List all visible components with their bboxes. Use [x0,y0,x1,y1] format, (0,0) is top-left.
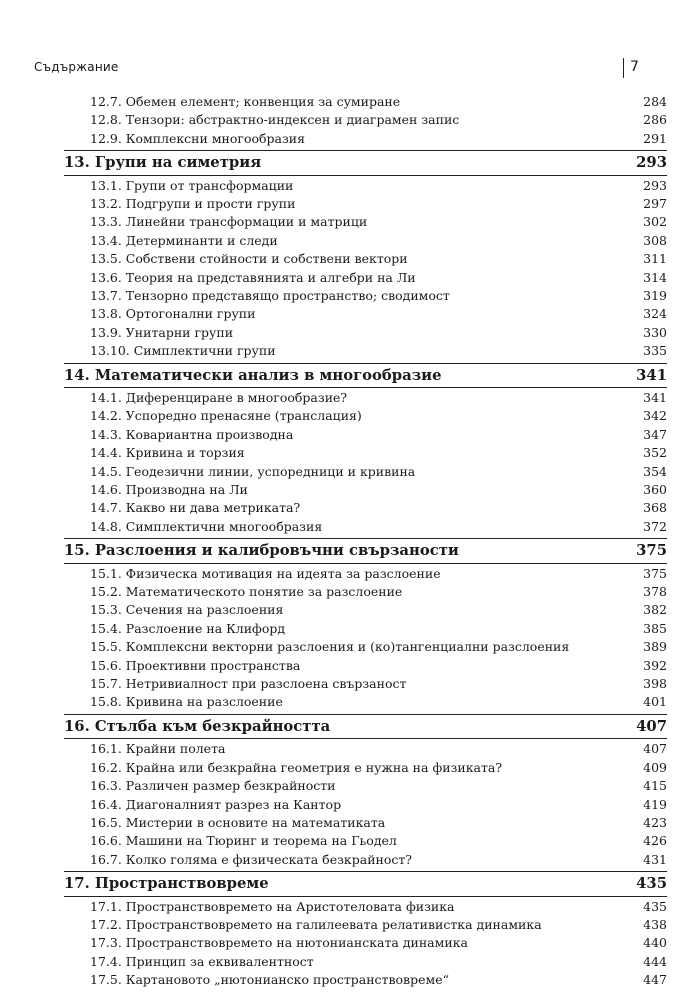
toc-section-row [90,287,667,305]
toc-page-number: 438 [643,916,667,932]
toc-section-row [90,971,667,989]
toc-section-row [90,426,667,444]
toc-page-number: 435 [636,875,667,893]
toc-section-title: 15.8. Кривина на разслоение [90,694,283,710]
toc-page-number: 440 [643,935,667,951]
toc-page-number: 392 [643,657,667,673]
toc-chapter-title: 14. Математически анализ в многообразие [64,366,442,384]
toc-section-title: 17.4. Принцип за еквивалентност [90,953,314,969]
toc-section-row [90,565,667,583]
toc-section-row [90,407,667,425]
toc-section-row [90,111,667,129]
toc-section-row [90,814,667,832]
toc-section-row [90,898,667,916]
toc-page-number: 293 [636,154,667,172]
toc-section-row [90,638,667,656]
toc-section-row [90,444,667,462]
toc-section-row [90,916,667,934]
toc-section-title: 16.2. Крайна или безкрайна геометрия е нужна на физиката? [90,759,503,775]
toc-section-row [90,675,667,693]
toc-page-number: 341 [636,366,667,384]
toc-section-title: 16.4. Диагоналният разрез на Кантор [90,796,342,812]
toc-page-number: 423 [643,814,667,830]
toc-page-number: 330 [643,324,667,340]
toc-section-title: 13.10. Симплектични групи [90,343,276,359]
toc-section-row [90,195,667,213]
toc-section-title: 15.5. Комплексни векторни разслоения и (ко)тангенциални разслоения [90,639,570,655]
toc-section-title: 13.8. Ортогонални групи [90,306,256,322]
toc-section-row [90,130,667,148]
toc-section-row [90,620,667,638]
toc-section-title: 14.1. Диференциране в многообразие? [90,390,348,406]
toc-chapter-title: 16. Стълба към безкрайността [64,717,331,735]
toc-section-title: 15.2. Математическото понятие за разслоение [90,584,403,600]
toc-section-title: 12.7. Обемен елемент; конвенция за сумиране [90,94,401,109]
toc-section-row [90,693,667,711]
toc-section-title: 17.3. Пространствовремето на нютонианската динамика [90,935,468,951]
toc-page-number: 314 [643,269,667,285]
toc-section-row [90,740,667,758]
toc-section-row [90,342,667,360]
toc-page-number: 341 [643,390,667,406]
toc-page-number: 444 [643,953,667,969]
toc-page-number: 389 [643,639,667,655]
toc-section-title: 14.6. Производна на Ли [90,482,248,498]
toc-page-number: 407 [643,741,667,757]
toc-section-row [90,305,667,323]
toc-section-title: 14.7. Какво ни дава метриката? [90,500,301,516]
toc-section-row [90,463,667,481]
toc-page-number: 342 [643,408,667,424]
toc-page-number: 284 [643,94,667,109]
toc-section-title: 13.5. Собствени стойности и собствени вектори [90,251,408,267]
table-of-contents [64,93,667,990]
toc-page-number: 324 [643,306,667,322]
toc-section-title: 16.5. Мистерии в основите на математиката [90,814,386,830]
toc-page-number: 368 [643,500,667,516]
toc-page-number: 447 [643,972,667,988]
toc-page-number: 426 [643,833,667,849]
toc-chapter-title: 15. Разслоения и калибровъчни свързаности [64,542,459,560]
toc-section-title: 17.1. Пространствовремето на Аристотеловата физика [90,898,455,914]
toc-page-number: 286 [643,112,667,128]
toc-chapter-row [64,150,667,176]
toc-page-number: 302 [643,214,667,230]
toc-page-number: 291 [643,130,667,146]
toc-section-title: 14.2. Успоредно пренасяне (транслация) [90,408,362,424]
page-number-separator [623,58,624,78]
toc-section-title: 16.1. Крайни полета [90,741,226,757]
toc-page-number: 375 [643,565,667,581]
toc-section-title: 13.3. Линейни трансформации и матрици [90,214,368,230]
toc-chapter-row [64,363,667,389]
toc-section-row [90,389,667,407]
toc-chapter-title: 17. Пространствовреме [64,875,269,893]
toc-section-row [90,601,667,619]
toc-page-number: 431 [643,851,667,867]
toc-page-number: 382 [643,602,667,618]
toc-section-title: 12.9. Комплексни многообразия [90,130,306,146]
toc-section-title: 15.4. Разслоение на Клифорд [90,620,286,636]
toc-section-row [90,777,667,795]
toc-section-row [90,481,667,499]
toc-page-number: 375 [636,542,667,560]
toc-chapter-row [64,538,667,564]
toc-section-title: 16.3. Различен размер безкрайности [90,778,336,794]
toc-section-row [90,934,667,952]
toc-page-number: 415 [643,778,667,794]
toc-section-title: 13.1. Групи от трансформации [90,177,294,193]
toc-section-title: 13.4. Детерминанти и следи [90,232,278,248]
toc-chapter-row [64,871,667,897]
toc-section-row [90,796,667,814]
toc-section-title: 14.4. Кривина и торзия [90,445,245,461]
toc-page-number: 311 [643,251,667,267]
toc-section-row [90,518,667,536]
toc-section-row [90,583,667,601]
toc-page-number: 347 [643,426,667,442]
toc-section-title: 16.7. Колко голяма е физическата безкрайност? [90,851,412,867]
toc-section-title: 15.7. Нетривиалност при разслоена свързаност [90,676,407,692]
toc-page-number: 354 [643,463,667,479]
toc-page-number: 409 [643,759,667,775]
toc-page-number: 419 [643,796,667,812]
toc-page-number: 435 [643,898,667,914]
toc-section-title: 15.3. Сечения на разслоения [90,602,284,618]
toc-section-title: 15.6. Проективни пространства [90,657,301,673]
toc-page-number: 378 [643,584,667,600]
toc-page-number: 293 [643,177,667,193]
toc-page-number: 297 [643,196,667,212]
toc-section-row [90,232,667,250]
running-title: Съдържание [34,60,119,74]
toc-section-row [90,213,667,231]
toc-section-title: 13.7. Тензорно представящо пространство; сводимост [90,288,450,304]
toc-section-row [90,250,667,268]
toc-section-row [90,177,667,195]
toc-section-title: 12.8. Тензори: абстрактно-индексен и диаграмен запис [90,112,460,128]
toc-section-row [90,324,667,342]
toc-section-row [90,953,667,971]
toc-page-number: 385 [643,620,667,636]
toc-section-title: 14.3. Ковариантна производна [90,426,294,442]
toc-section-title: 13.9. Унитарни групи [90,324,234,340]
page-number: 7 [630,59,639,75]
toc-section-row [90,93,667,111]
toc-section-title: 13.2. Подгрупи и прости групи [90,196,296,212]
toc-section-row [90,657,667,675]
toc-page-number: 319 [643,288,667,304]
toc-page-number: 360 [643,482,667,498]
toc-page-number: 372 [643,518,667,534]
toc-chapter-row [64,714,667,740]
toc-page-number: 352 [643,445,667,461]
toc-section-title: 14.8. Симплектични многообразия [90,518,323,534]
toc-section-title: 15.1. Физическа мотивация на идеята за разслоение [90,565,441,581]
toc-section-row [90,851,667,869]
toc-page-number: 398 [643,676,667,692]
toc-page-number: 335 [643,343,667,359]
toc-page-number: 407 [636,717,667,735]
toc-page-number: 401 [643,694,667,710]
toc-section-row [90,269,667,287]
toc-section-row [90,759,667,777]
toc-section-title: 16.6. Машини на Тюринг и теорема на Гьодел [90,833,397,849]
toc-section-title: 13.6. Теория на представянията и алгебри на Ли [90,269,416,285]
toc-chapter-title: 13. Групи на симетрия [64,154,262,172]
toc-section-title: 17.2. Пространствовремето на галилеевата релативистка динамика [90,916,542,932]
toc-section-row [90,499,667,517]
toc-section-row [90,832,667,850]
toc-section-title: 17.5. Картановото „нютонианско пространствовреме“ [90,972,449,988]
running-header [34,58,666,80]
toc-page-number: 308 [643,232,667,248]
toc-section-title: 14.5. Геодезични линии, успоредници и кривина [90,463,416,479]
